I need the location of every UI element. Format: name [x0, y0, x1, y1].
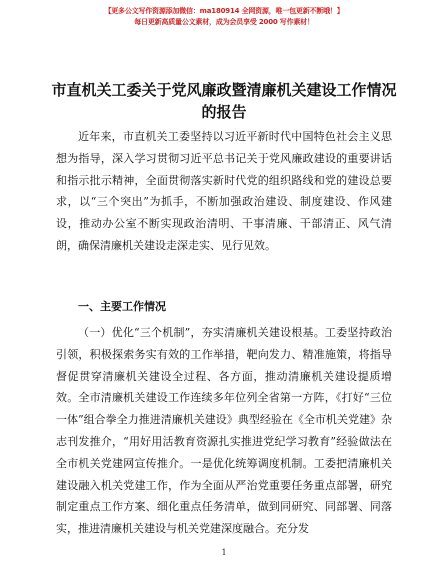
intro-paragraph: 近年来，市直机关工委坚持以习近平新时代中国特色社会主义思想为指导，深入学习贯彻习近平总书记关于党风廉政建设的重要讲话和指示批示精神，全面贯彻落实新时代党的组织路线和党的建设总要求，以“三个突出”为抓手，不断加强政治建设、制度建设、作风建设，推动办公室不断实现政治清明、干事清廉、干部清正、风气清朗，确保清廉机关建设走深走实、见行见效。 — [56, 130, 392, 252]
document-title: 市直机关工委关于党风廉政暨清廉机关建设工作情况的报告 — [51, 81, 397, 121]
section-heading: 一、主要工作情况 — [78, 300, 166, 313]
page-number: 1 — [221, 548, 227, 557]
body-paragraph: （一）优化“三个机制”，夯实清廉机关建设根基。工委坚持政治引领，积极探索务实有效的工作举措，靶向发力、精准施策，将指导督促贯穿清廉机关建设全过程、各方面，推动清廉机关建设提质增效。全市清廉机关建设工作连续多年位列全省第一方阵，《打好“三位一体”组合拳全力推进清廉机关建设》典型经验在《全市机关党建》杂志刊发推介，“用好用活教育资源扎实推进党纪学习教育”经验做法在全市机关党建网宣传推介。一是优化统筹调度机制。工委把清廉机关建设融入机关党建工作，作为全面从严治党重要任务重点部署，研究制定重点工作方案、细化重点任务清单，做到同研究、同部署、同落实，推进清廉机关建设与机关党建深度融合。充分发 — [56, 326, 392, 536]
promo-banner-line-1: 【更多公文写作资源添加微信：ma180914 全网资源，唯一包更新不断哦！】 — [104, 7, 344, 15]
promo-banner-line-2: 每日更新高质量公文素材，成为会员享受 2000 写作素材！ — [134, 18, 314, 26]
promo-banner — [0, 6, 448, 28]
